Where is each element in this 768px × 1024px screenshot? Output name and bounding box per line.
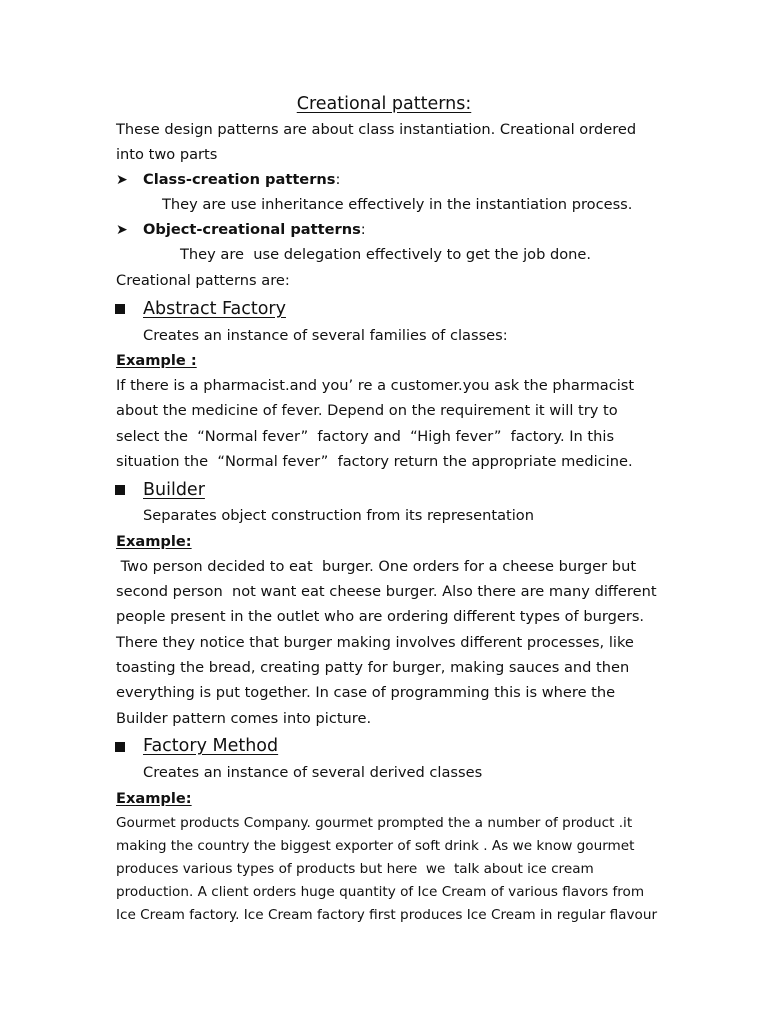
patterns-are-text: Creational patterns are: — [116, 272, 290, 289]
abstract-factory-example-line: situation the “Normal fever” factory return the appropriate medicine. — [116, 453, 633, 470]
abstract-factory-desc: Creates an instance of several families of classes: — [143, 327, 508, 344]
square-bullet-icon — [115, 742, 125, 752]
abstract-factory-example-line: about the medicine of fever. Depend on the requirement it will try to — [116, 402, 618, 419]
abstract-factory-example-line: If there is a pharmacist.and you’ re a customer.you ask the pharmacist — [116, 377, 635, 394]
class-creation-label: Class-creation patterns — [143, 171, 336, 188]
class-creation-heading — [143, 170, 340, 190]
square-bullet-icon — [115, 304, 125, 314]
builder-example-line: toasting the bread, creating patty for burger, making sauces and then — [116, 659, 630, 676]
factory-method-example-line: Ice Cream factory. Ice Cream factory first produces Ice Cream in regular flavour — [116, 907, 658, 923]
class-creation-desc: They are use inheritance effectively in the instantiation process. — [162, 196, 633, 213]
factory-method-heading: Factory Method — [143, 736, 279, 756]
builder-example-label: Example: — [116, 533, 192, 550]
square-bullet-icon — [115, 485, 125, 495]
factory-method-desc: Creates an instance of several derived classes — [143, 764, 483, 781]
builder-example-line: everything is put together. In case of programming this is where the — [116, 684, 616, 701]
builder-heading: Builder — [143, 480, 205, 500]
factory-method-example-line: making the country the biggest exporter of soft drink . As we know gourmet — [116, 838, 635, 854]
object-creational-heading — [143, 220, 366, 240]
factory-method-example-line: production. A client orders huge quantity of Ice Cream of various flavors from — [116, 884, 645, 900]
intro-line-1: These design patterns are about class instantiation. Creational ordered — [116, 121, 637, 138]
object-creational-label: Object-creational patterns — [143, 221, 361, 238]
arrow-bullet-icon: ➤ — [116, 172, 128, 188]
object-creational-colon: : — [360, 221, 366, 238]
builder-example-line: Builder pattern comes into picture. — [116, 710, 372, 727]
factory-method-example-line: Gourmet products Company. gourmet prompted the a number of product .it — [116, 815, 633, 831]
builder-example-line: second person not want eat cheese burger. Also there are many different — [116, 583, 657, 600]
intro-line-2: into two parts — [116, 146, 218, 163]
factory-method-example-label: Example: — [116, 790, 192, 807]
page-title: Creational patterns: — [296, 94, 472, 114]
arrow-bullet-icon: ➤ — [116, 222, 128, 238]
abstract-factory-example-line: select the “Normal fever” factory and “High fever” factory. In this — [116, 428, 615, 445]
factory-method-example-line: produces various types of products but here we talk about ice cream — [116, 861, 594, 877]
builder-example-line: Two person decided to eat burger. One orders for a cheese burger but — [116, 558, 637, 575]
abstract-factory-example-label: Example : — [116, 352, 197, 369]
builder-example-line: people present in the outlet who are ordering different types of burgers. — [116, 608, 645, 625]
builder-desc: Separates object construction from its representation — [143, 507, 534, 524]
builder-example-line: There they notice that burger making involves different processes, like — [116, 634, 634, 651]
class-creation-colon: : — [335, 171, 341, 188]
abstract-factory-heading: Abstract Factory — [143, 299, 286, 319]
object-creational-desc: They are use delegation effectively to get the job done. — [180, 246, 592, 263]
